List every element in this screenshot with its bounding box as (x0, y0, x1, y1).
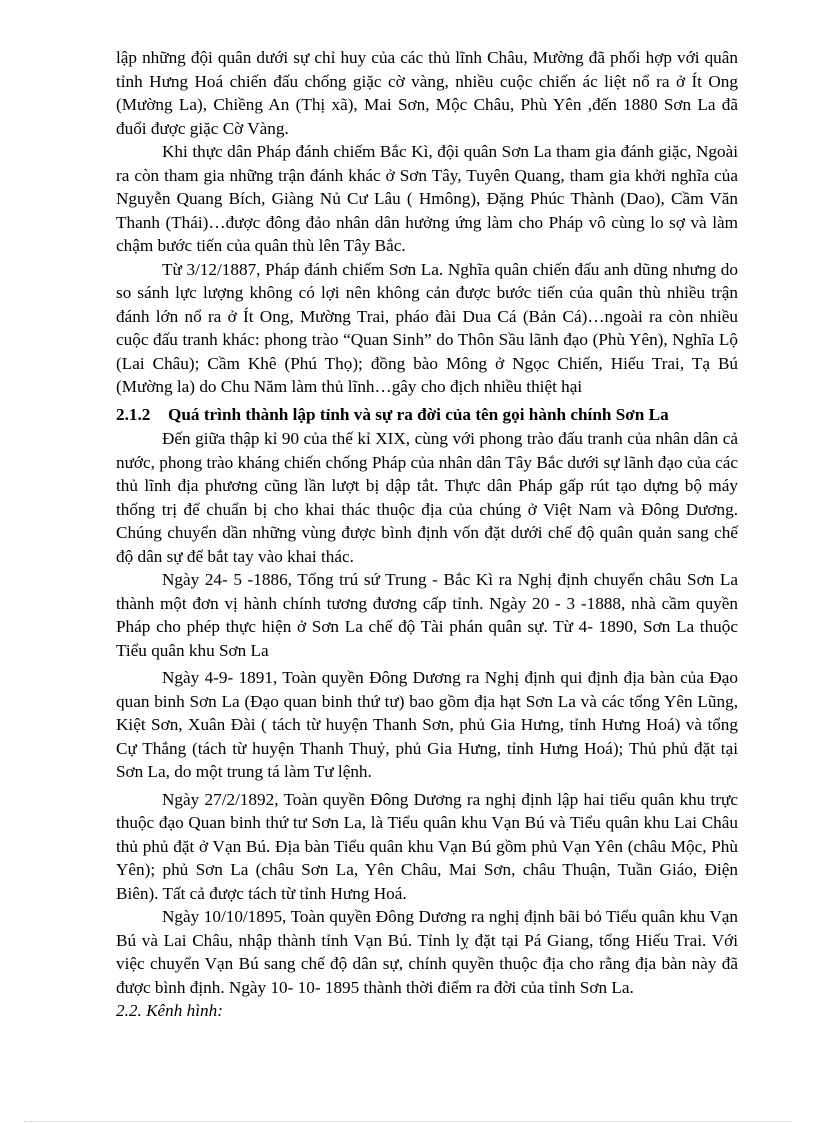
paragraph: Ngày 27/2/1892, Toàn quyền Đông Dương ra nghị định lập hai tiểu quân khu trực thuộc đạo Quan binh thứ tư Sơn La, là Tiểu quân khu Vạn Bú và Tiểu quân khu Lai Châu thủ phủ đặt ở Vạn Bú. Địa bàn Tiểu quân khu Vạn Bú gồm phủ Vạn Yên (châu Mộc, Phù Yên); phủ Sơn La (châu Sơn La, Yên Châu, Mai Sơn, châu Thuận, Tuần Giáo, Điện Biên). Tất cả được tách từ tỉnh Hưng Hoá. (116, 789, 738, 903)
section-heading (116, 403, 738, 427)
subsection-heading: 2.2. Kênh hình: (116, 1001, 223, 1020)
paragraph: Từ 3/12/1887, Pháp đánh chiếm Sơn La. Nghĩa quân chiến đấu anh dũng nhưng do so sánh lực lượng không có lợi nên không cản được bước tiến của quân thù nhiều trận đánh lớn nổ ra ở Ít Ong, Mường Trai, pháo đài Dua Cá (Bản Cá)…ngoài ra còn nhiều cuộc đấu tranh khác: phong trào “Quan Sinh” do Thôn Sầu lãnh đạo (Phù Yên), Nghĩa Lộ (Lai Châu); Cầm Khê (Phú Thọ); đồng bào Mông ở Ngọc Chiến, Hiếu Trai, Tạ Bú (Mường la) do Chu Năm làm thủ lĩnh…gây cho địch nhiều thiệt hại (116, 259, 738, 396)
section-title: Quá trình thành lập tỉnh và sự ra đời của tên gọi hành chính Sơn La (168, 404, 669, 424)
paragraph: lập những đội quân dưới sự chỉ huy của các thủ lĩnh Châu, Mường đã phối hợp với quân tỉnh Hưng Hoá chiến đấu chống giặc cờ vàng, nhiều cuộc chiến ác liệt nổ ra ở Ít Ong (Mường La), Chiềng An (Thị xã), Mai Sơn, Mộc Châu, Phù Yên ,đến 1880 Sơn La đã đuổi được giặc Cờ Vàng. (116, 48, 738, 138)
paragraph: Đến giữa thập kỉ 90 của thế kỉ XIX, cùng với phong trào đấu tranh của nhân dân cả nước, phong trào kháng chiến chống Pháp của nhân dân Tây Bắc dưới sự lãnh đạo của các thủ lĩnh địa phương cũng lần lượt bị dập tắt. Thực dân Pháp gấp rút tạo dựng bộ máy thống trị để chuẩn bị cho khai thác thuộc địa của chúng ở Việt Nam và Đông Dương. Chúng chuyển dần những vùng được bình định vốn đặt dưới chế độ quân quản sang chế độ dân sự để bắt tay vào khai thác. (116, 429, 738, 566)
document-body (116, 46, 738, 1023)
page-bottom-divider (24, 1121, 792, 1122)
paragraph: Ngày 10/10/1895, Toàn quyền Đông Dương ra nghị định bãi bỏ Tiểu quân khu Vạn Bú và Lai Châu, nhập thành tỉnh Vạn Bú. Tỉnh lỵ đặt tại Pá Giang, tổng Hiếu Trai. Với việc chuyển Vạn Bú sang chế độ dân sự, chính quyền thuộc địa cho rằng địa bàn này đã được bình định. Ngày 10- 10- 1895 thành thời điểm ra đời của tỉnh Sơn La. (116, 907, 738, 997)
paragraph: Ngày 4-9- 1891, Toàn quyền Đông Dương ra Nghị định qui định địa bàn của Đạo quan binh Sơn La (Đạo quan binh thứ tư) bao gồm địa hạt Sơn La và các tổng Yên Lũng, Kiệt Sơn, Xuân Đài ( tách từ huyện Thanh Sơn, phủ Gia Hưng, tỉnh Hưng Hoá) và tổng Cự Thắng (tách từ huyện Thanh Thuỷ, phủ Gia Hưng, tỉnh Hưng Hoá); Thủ phủ đặt tại Sơn La, do một trung tá làm Tư lệnh. (116, 668, 738, 781)
paragraph: Ngày 24- 5 -1886, Tổng trú sứ Trung - Bắc Kì ra Nghị định chuyển châu Sơn La thành một đơn vị hành chính tương đương cấp tỉnh. Ngày 20 - 3 -1888, nhà cầm quyền Pháp cho phép thực hiện ở Sơn La chế độ Tài phán quân sự. Từ 4- 1890, Sơn La thuộc Tiểu quân khu Sơn La (116, 570, 738, 660)
section-number: 2.1.2 (116, 404, 151, 424)
paragraph: Khi thực dân Pháp đánh chiếm Bắc Kì, đội quân Sơn La tham gia đánh giặc, Ngoài ra còn tham gia những trận đánh khác ở Sơn Tây, Tuyên Quang, tham gia khởi nghĩa của Nguyễn Quang Bích, Giàng Nủ Cư Lâu ( Hmông), Đặng Phúc Thành (Dao), Cầm Văn Thanh (Thái)…được đông đảo nhân dân hưởng ứng làm cho Pháp vô cùng lo sợ và làm chậm bước tiến của quân thù lên Tây Bắc. (116, 142, 738, 255)
